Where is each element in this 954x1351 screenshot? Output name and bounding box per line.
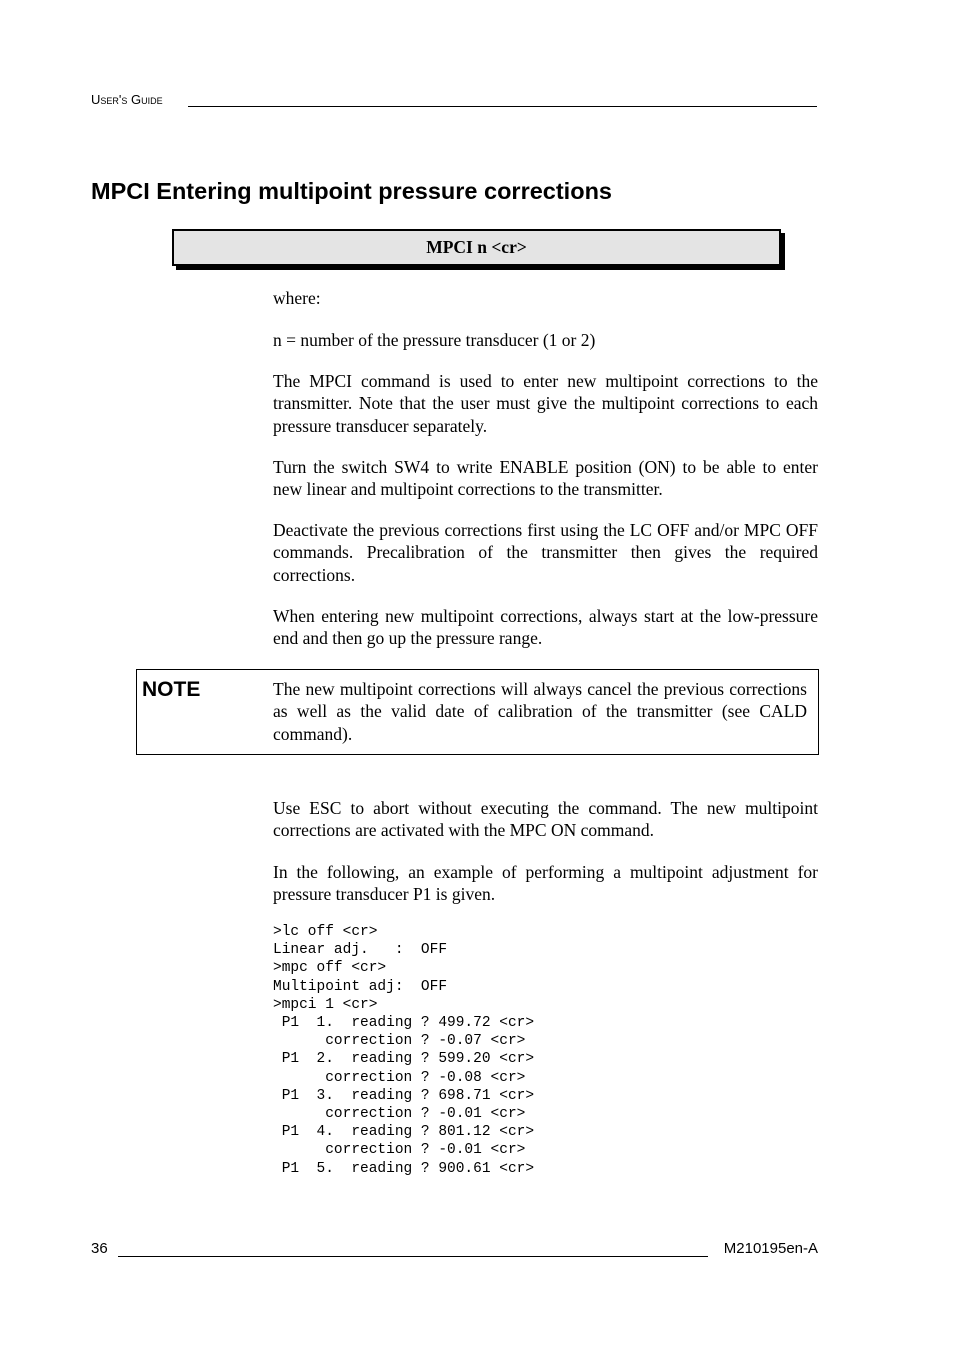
footer-rule	[118, 1256, 708, 1257]
code-line: P1 5. reading ? 900.61 <cr>	[273, 1160, 535, 1177]
code-line: correction ? -0.08 <cr>	[273, 1069, 526, 1086]
code-line: P1 2. reading ? 599.20 <cr>	[273, 1051, 535, 1068]
header-title: User's Guide	[91, 92, 163, 107]
code-line: correction ? -0.01 <cr>	[273, 1106, 526, 1123]
code-example	[273, 923, 534, 1178]
paragraph-order: When entering new multipoint corrections, always start at the low-pressure end and then go up the pressure range.	[273, 606, 818, 649]
code-line: P1 1. reading ? 499.72 <cr>	[273, 1015, 535, 1032]
paragraph-parameter: n = number of the pressure transducer (1 or 2)	[273, 330, 596, 350]
note-label: NOTE	[142, 678, 201, 701]
paragraph-deactivate: Deactivate the previous corrections first using the LC OFF and/or MPC OFF commands. Precalibration of the transmitter then gives the required corrections.	[273, 520, 818, 585]
code-line: >lc off <cr>	[273, 924, 378, 940]
paragraph-where: where:	[273, 288, 321, 308]
code-line: P1 3. reading ? 698.71 <cr>	[273, 1087, 535, 1104]
document-id: M210195en-A	[723, 1240, 818, 1257]
paragraph-example: In the following, an example of performing a multipoint adjustment for pressure transducer P1 is given.	[273, 862, 818, 905]
note-box	[136, 669, 819, 755]
running-header	[91, 92, 817, 107]
code-line: Multipoint adj: OFF	[273, 978, 448, 995]
paragraph-description: The MPCI command is used to enter new multipoint corrections to the transmitter. Note that the user must give the multipoint corrections to each pressure transducer separately.	[273, 371, 818, 436]
note-text: The new multipoint corrections will always cancel the previous corrections as well as the valid date of calibration of the transmitter (see CALD command).	[273, 679, 807, 744]
code-line: correction ? -0.01 <cr>	[273, 1142, 526, 1159]
code-line: Linear adj. : OFF	[273, 942, 448, 959]
paragraph-esc: Use ESC to abort without executing the command. The new multipoint corrections are activated with the MPC ON command.	[273, 798, 818, 841]
command-syntax-box	[172, 229, 781, 266]
header-rule	[188, 106, 817, 107]
page-number: 36	[91, 1240, 108, 1257]
code-line: >mpci 1 <cr>	[273, 996, 378, 1013]
code-line: >mpc off <cr>	[273, 960, 387, 977]
command-syntax: MPCI n <cr>	[426, 237, 527, 257]
section-title: MPCI Entering multipoint pressure corrections	[91, 178, 612, 204]
paragraph-switch: Turn the switch SW4 to write ENABLE position (ON) to be able to enter new linear and multipoint corrections to the transmitter.	[273, 457, 818, 500]
code-line: correction ? -0.07 <cr>	[273, 1033, 526, 1050]
code-line: P1 4. reading ? 801.12 <cr>	[273, 1124, 535, 1141]
